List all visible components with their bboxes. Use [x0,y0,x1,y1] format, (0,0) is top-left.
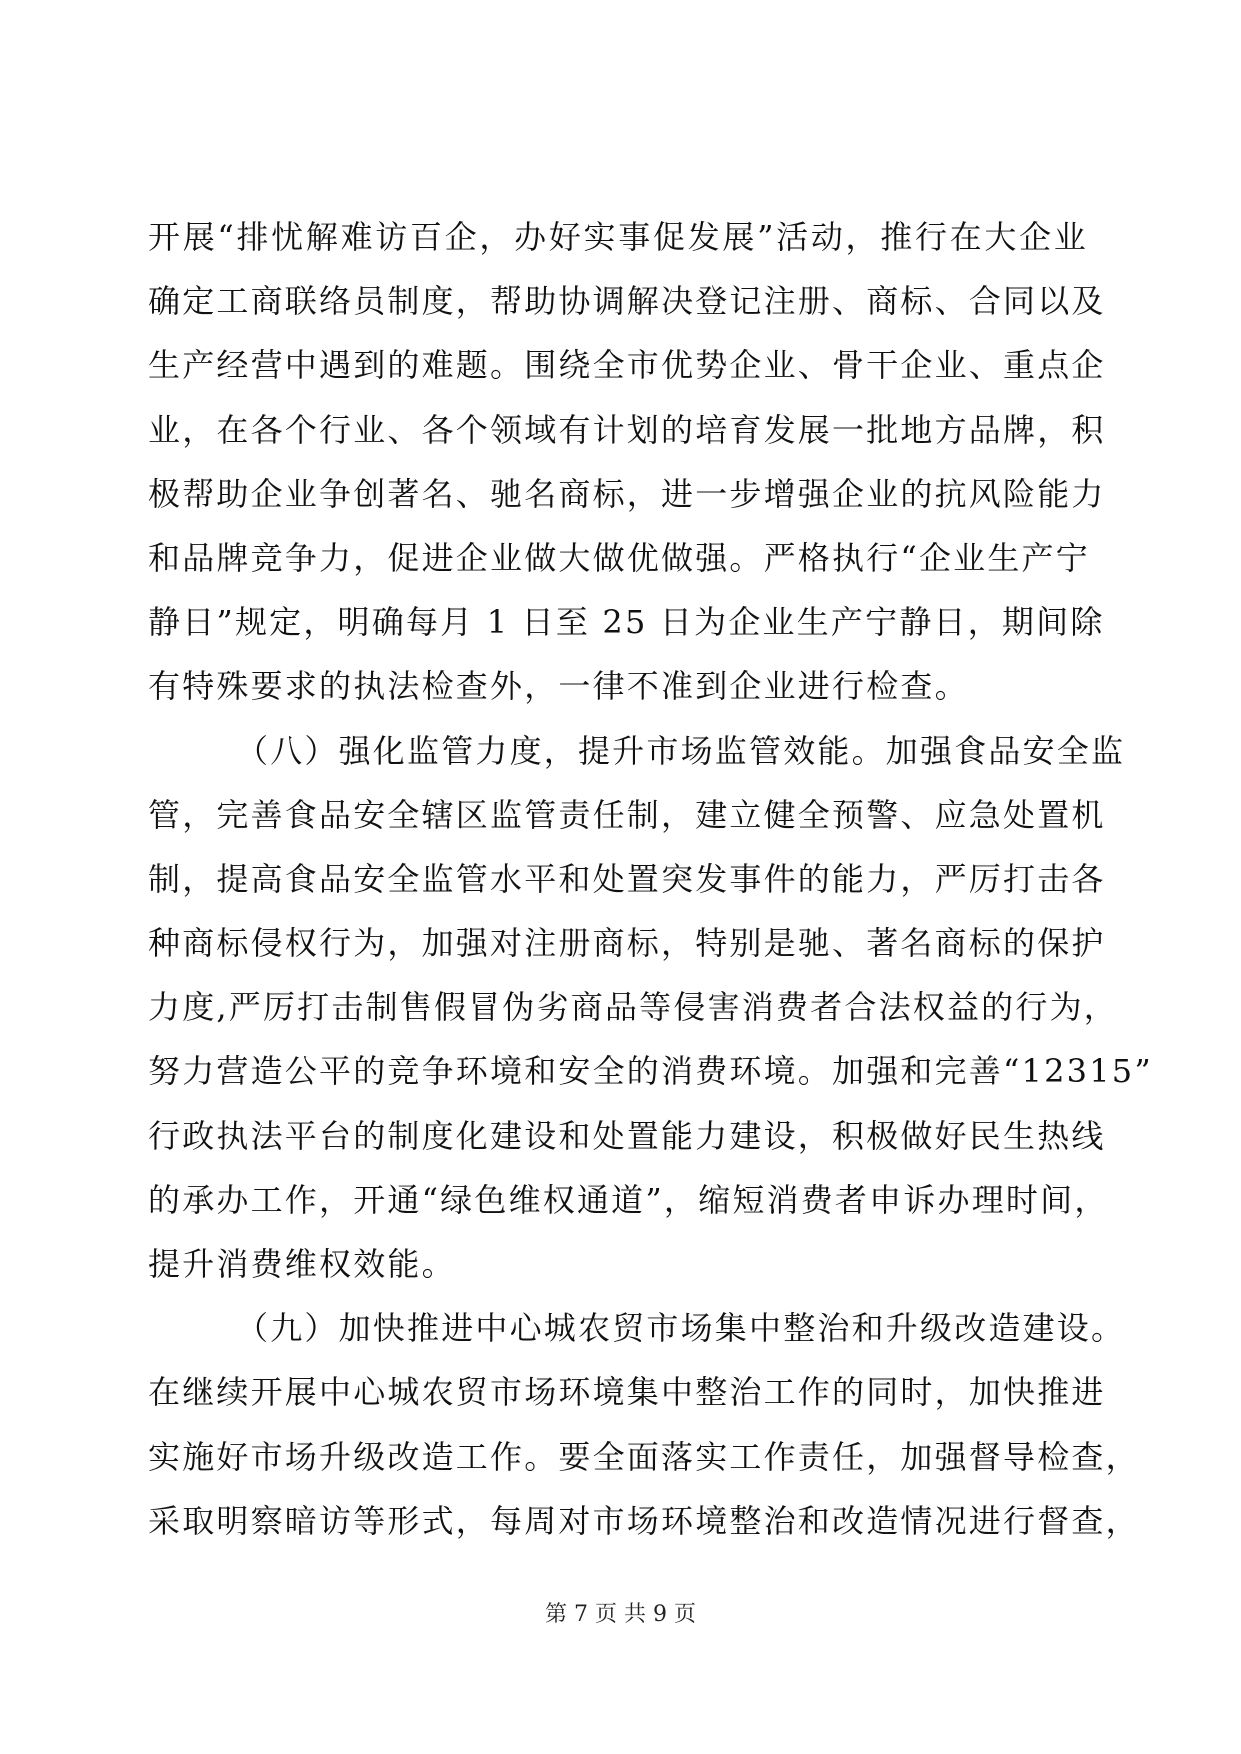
text-line: （八）强化监管力度，提升市场监管效能。加强食品安全监 [236,731,1126,770]
text-line: 努力营造公平的竞争环境和安全的消费环境。加强和完善“12315” [148,1052,1153,1091]
text-line: 在继续开展中心城农贸市场环境集中整治工作的同时，加快推进 [148,1373,1106,1412]
text-line: 实施好市场升级改造工作。要全面落实工作责任，加强督导检查， [148,1437,1140,1476]
text-line: 有特殊要求的执法检查外，一律不准到企业进行检查。 [148,667,969,706]
text-line: 提升消费维权效能。 [148,1245,456,1283]
text-line: 制，提高食品安全监管水平和处置突发事件的能力，严厉打击各 [148,859,1106,898]
document-body [148,205,1153,1553]
text-line: 的承办工作，开通“绿色维权通道”，缩短消费者申诉办理时间， [148,1180,1109,1219]
text-line: （九）加快推进中心城农贸市场集中整治和升级改造建设。 [236,1309,1126,1348]
text-line: 确定工商联络员制度，帮助协调解决登记注册、商标、合同以及 [148,282,1106,321]
text-line: 力度,严厉打击制售假冒伪劣商品等侵害消费者合法权益的行为， [148,988,1118,1027]
text-line: 采取明察暗访等形式，每周对市场环境整治和改造情况进行督查， [148,1501,1140,1540]
text-line: 管，完善食品安全辖区监管责任制，建立健全预警、应急处置机 [148,795,1106,834]
text-line: 生产经营中遇到的难题。围绕全市优势企业、骨干企业、重点企 [148,346,1106,385]
page-footer: 第 7 页 共 9 页 [545,1602,696,1627]
text-line: 开展“排忧解难访百企，办好实事促发展”活动，推行在大企业 [148,218,1088,256]
text-line: 和品牌竞争力，促进企业做大做优做强。严格执行“企业生产宁 [148,538,1090,577]
text-line: 静日”规定，明确每月 1 日至 25 日为企业生产宁静日，期间除 [148,603,1105,642]
text-line: 种商标侵权行为，加强对注册商标，特别是驰、著名商标的保护 [148,924,1106,963]
text-line: 行政执法平台的制度化建设和处置能力建设，积极做好民生热线 [148,1116,1106,1155]
text-line: 业，在各个行业、各个领域有计划的培育发展一批地方品牌，积 [148,410,1106,449]
text-line: 极帮助企业争创著名、驰名商标，进一步增强企业的抗风险能力 [148,474,1106,513]
